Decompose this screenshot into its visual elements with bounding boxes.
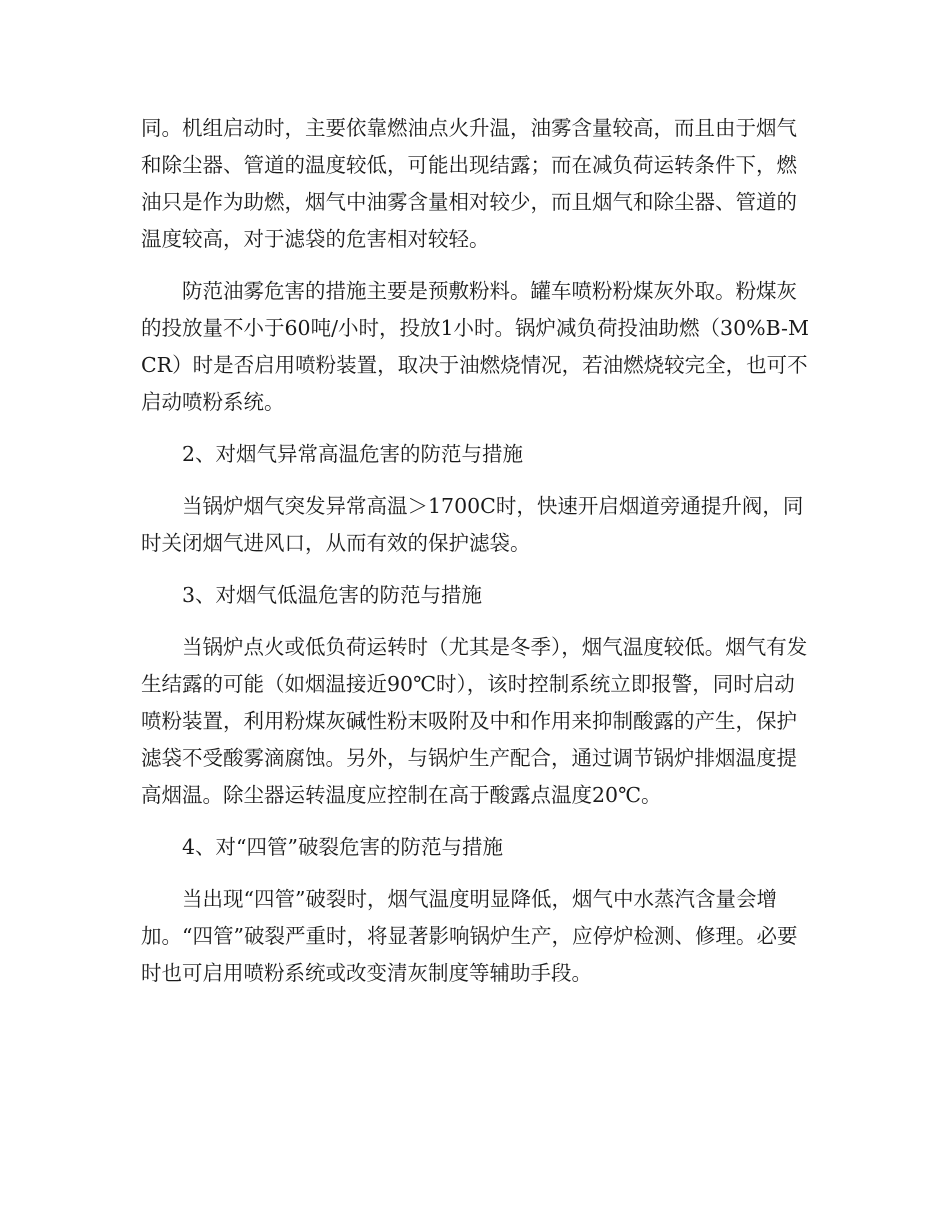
section-heading-four-tubes: 4、对“四管”破裂危害的防范与措施 <box>182 835 504 859</box>
paragraph-low-temp-measures: 当锅炉点火或低负荷运转时（尤其是冬季），烟气温度较低。烟气有发生结露的可能（如烟温接近90℃时），该时控制系统立即报警，同时启动喷粉装置，利用粉煤灰碱性粉末吸附及中和作用来抑制酸露的产生，保护滤袋不受酸雾滴腐蚀。另外，与锅炉生产配合，通过调节锅炉排烟温度提高烟温。除尘器运转温度应控制在高于酸露点温度20℃。 <box>141 635 808 807</box>
paragraph-high-temp-measures: 当锅炉烟气突发异常高温＞1700C时，快速开启烟道旁通提升阀，同时关闭烟气进风口，从而有效的保护滤袋。 <box>141 494 804 555</box>
section-heading-low-temp: 3、对烟气低温危害的防范与措施 <box>182 583 483 607</box>
paragraph-oil-mist-measures: 防范油雾危害的措施主要是预敷粉料。罐车喷粉粉煤灰外取。粉煤灰的投放量不小于60吨/小时，投放1小时。锅炉减负荷投油助燃（30%B-MCR）时是否启用喷粉装置，取决于油燃烧情况，若油燃烧较完全，也可不启动喷粉系统。 <box>141 279 809 414</box>
section-heading-high-temp: 2、对烟气异常高温危害的防范与措施 <box>182 442 524 466</box>
paragraph-continuation: 同。机组启动时，主要依靠燃油点火升温，油雾含量较高，而且由于烟气和除尘器、管道的温度较低，可能出现结露；而在减负荷运转条件下，燃油只是作为助燃，烟气中油雾含量相对较少，而且烟气和除尘器、管道的温度较高，对于滤袋的危害相对较轻。 <box>141 116 797 251</box>
paragraph-four-tubes-measures: 当出现“四管”破裂时，烟气温度明显降低，烟气中水蒸汽含量会增加。“四管”破裂严重时，将显著影响锅炉生产，应停炉检测、修理。必要时也可启用喷粉系统或改变清灰制度等辅助手段。 <box>141 887 798 985</box>
document-body <box>141 110 809 1007</box>
